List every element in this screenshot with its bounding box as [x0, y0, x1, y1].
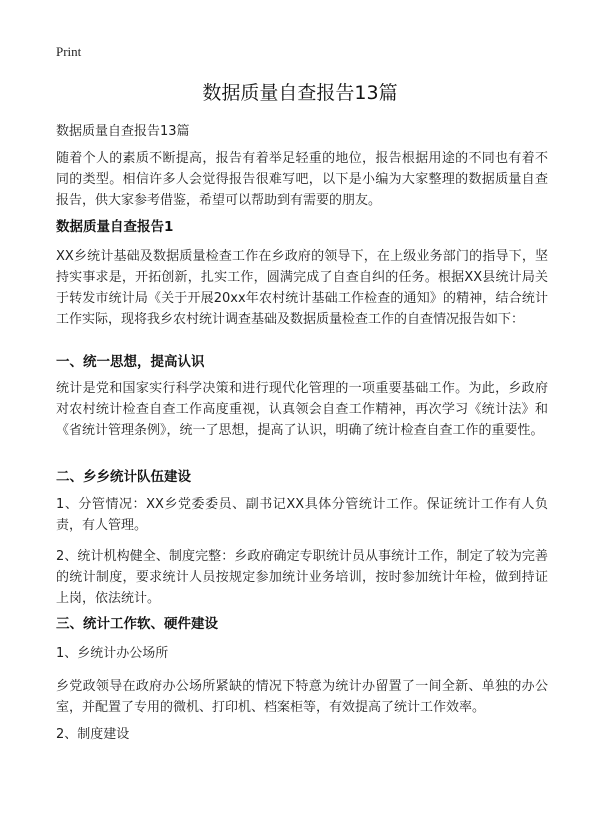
section-2-heading: 二、乡乡统计队伍建设	[56, 469, 191, 485]
section-3-subheading-2: 2、制度建设	[56, 727, 130, 742]
section-2-item-2: 2、统计机构健全、制度完整：乡政府确定专职统计员从事统计工作，制定了较为完善的统计制度，要求统计人员按规定参加统计业务培训，按时参加统计年检，做到持证上岗，依法统计。	[56, 549, 548, 606]
document-subtitle: 数据质量自查报告13篇	[56, 124, 190, 139]
report-1-intro-paragraph: XX乡统计基础及数据质量检查工作在乡政府的领导下，在上级业务部门的指导下，坚持实事求是，开拓创新，扎实工作，圆满完成了自查自纠的任务。根据XX县统计局关于转发市统计局《关于开展20xx年农村统计基础工作检查的通知》的精神，结合统计工作实际，现将我乡农村统计调查基础及数据质量检查工作的自查情况报告如下：	[56, 249, 548, 327]
document-title: 数据质量自查报告13篇	[202, 82, 398, 104]
section-3-heading: 三、统计工作软、硬件建设	[56, 616, 218, 632]
section-2-item-1: 1、分管情况：XX乡党委委员、副书记XX具体分管统计工作。保证统计工作有人负责，有人管理。	[56, 497, 548, 533]
print-label: Print	[56, 44, 82, 59]
intro-paragraph: 随着个人的素质不断提高，报告有着举足轻重的地位，报告根据用途的不同也有着不同的类型。相信许多人会觉得报告很难写吧，以下是小编为大家整理的数据质量自查报告，供大家参考借鉴，希望可以帮助到有需要的朋友。	[56, 151, 548, 208]
report-1-heading: 数据质量自查报告1	[56, 219, 174, 235]
section-1-heading: 一、统一思想，提高认识	[56, 354, 205, 370]
section-3-paragraph-1: 乡党政领导在政府办公场所紧缺的情况下特意为统计办留置了一间全新、单独的办公室，并配置了专用的微机、打印机、档案柜等，有效提高了统计工作效率。	[56, 679, 548, 715]
section-1-paragraph: 统计是党和国家实行科学决策和进行现代化管理的一项重要基础工作。为此，乡政府对农村统计检查自查工作高度重视，认真领会自查工作精神，再次学习《统计法》和《省统计管理条例》，统一了思想，提高了认识，明确了统计检查自查工作的重要性。	[56, 381, 548, 438]
section-3-subheading-1: 1、乡统计办公场所	[56, 646, 169, 661]
